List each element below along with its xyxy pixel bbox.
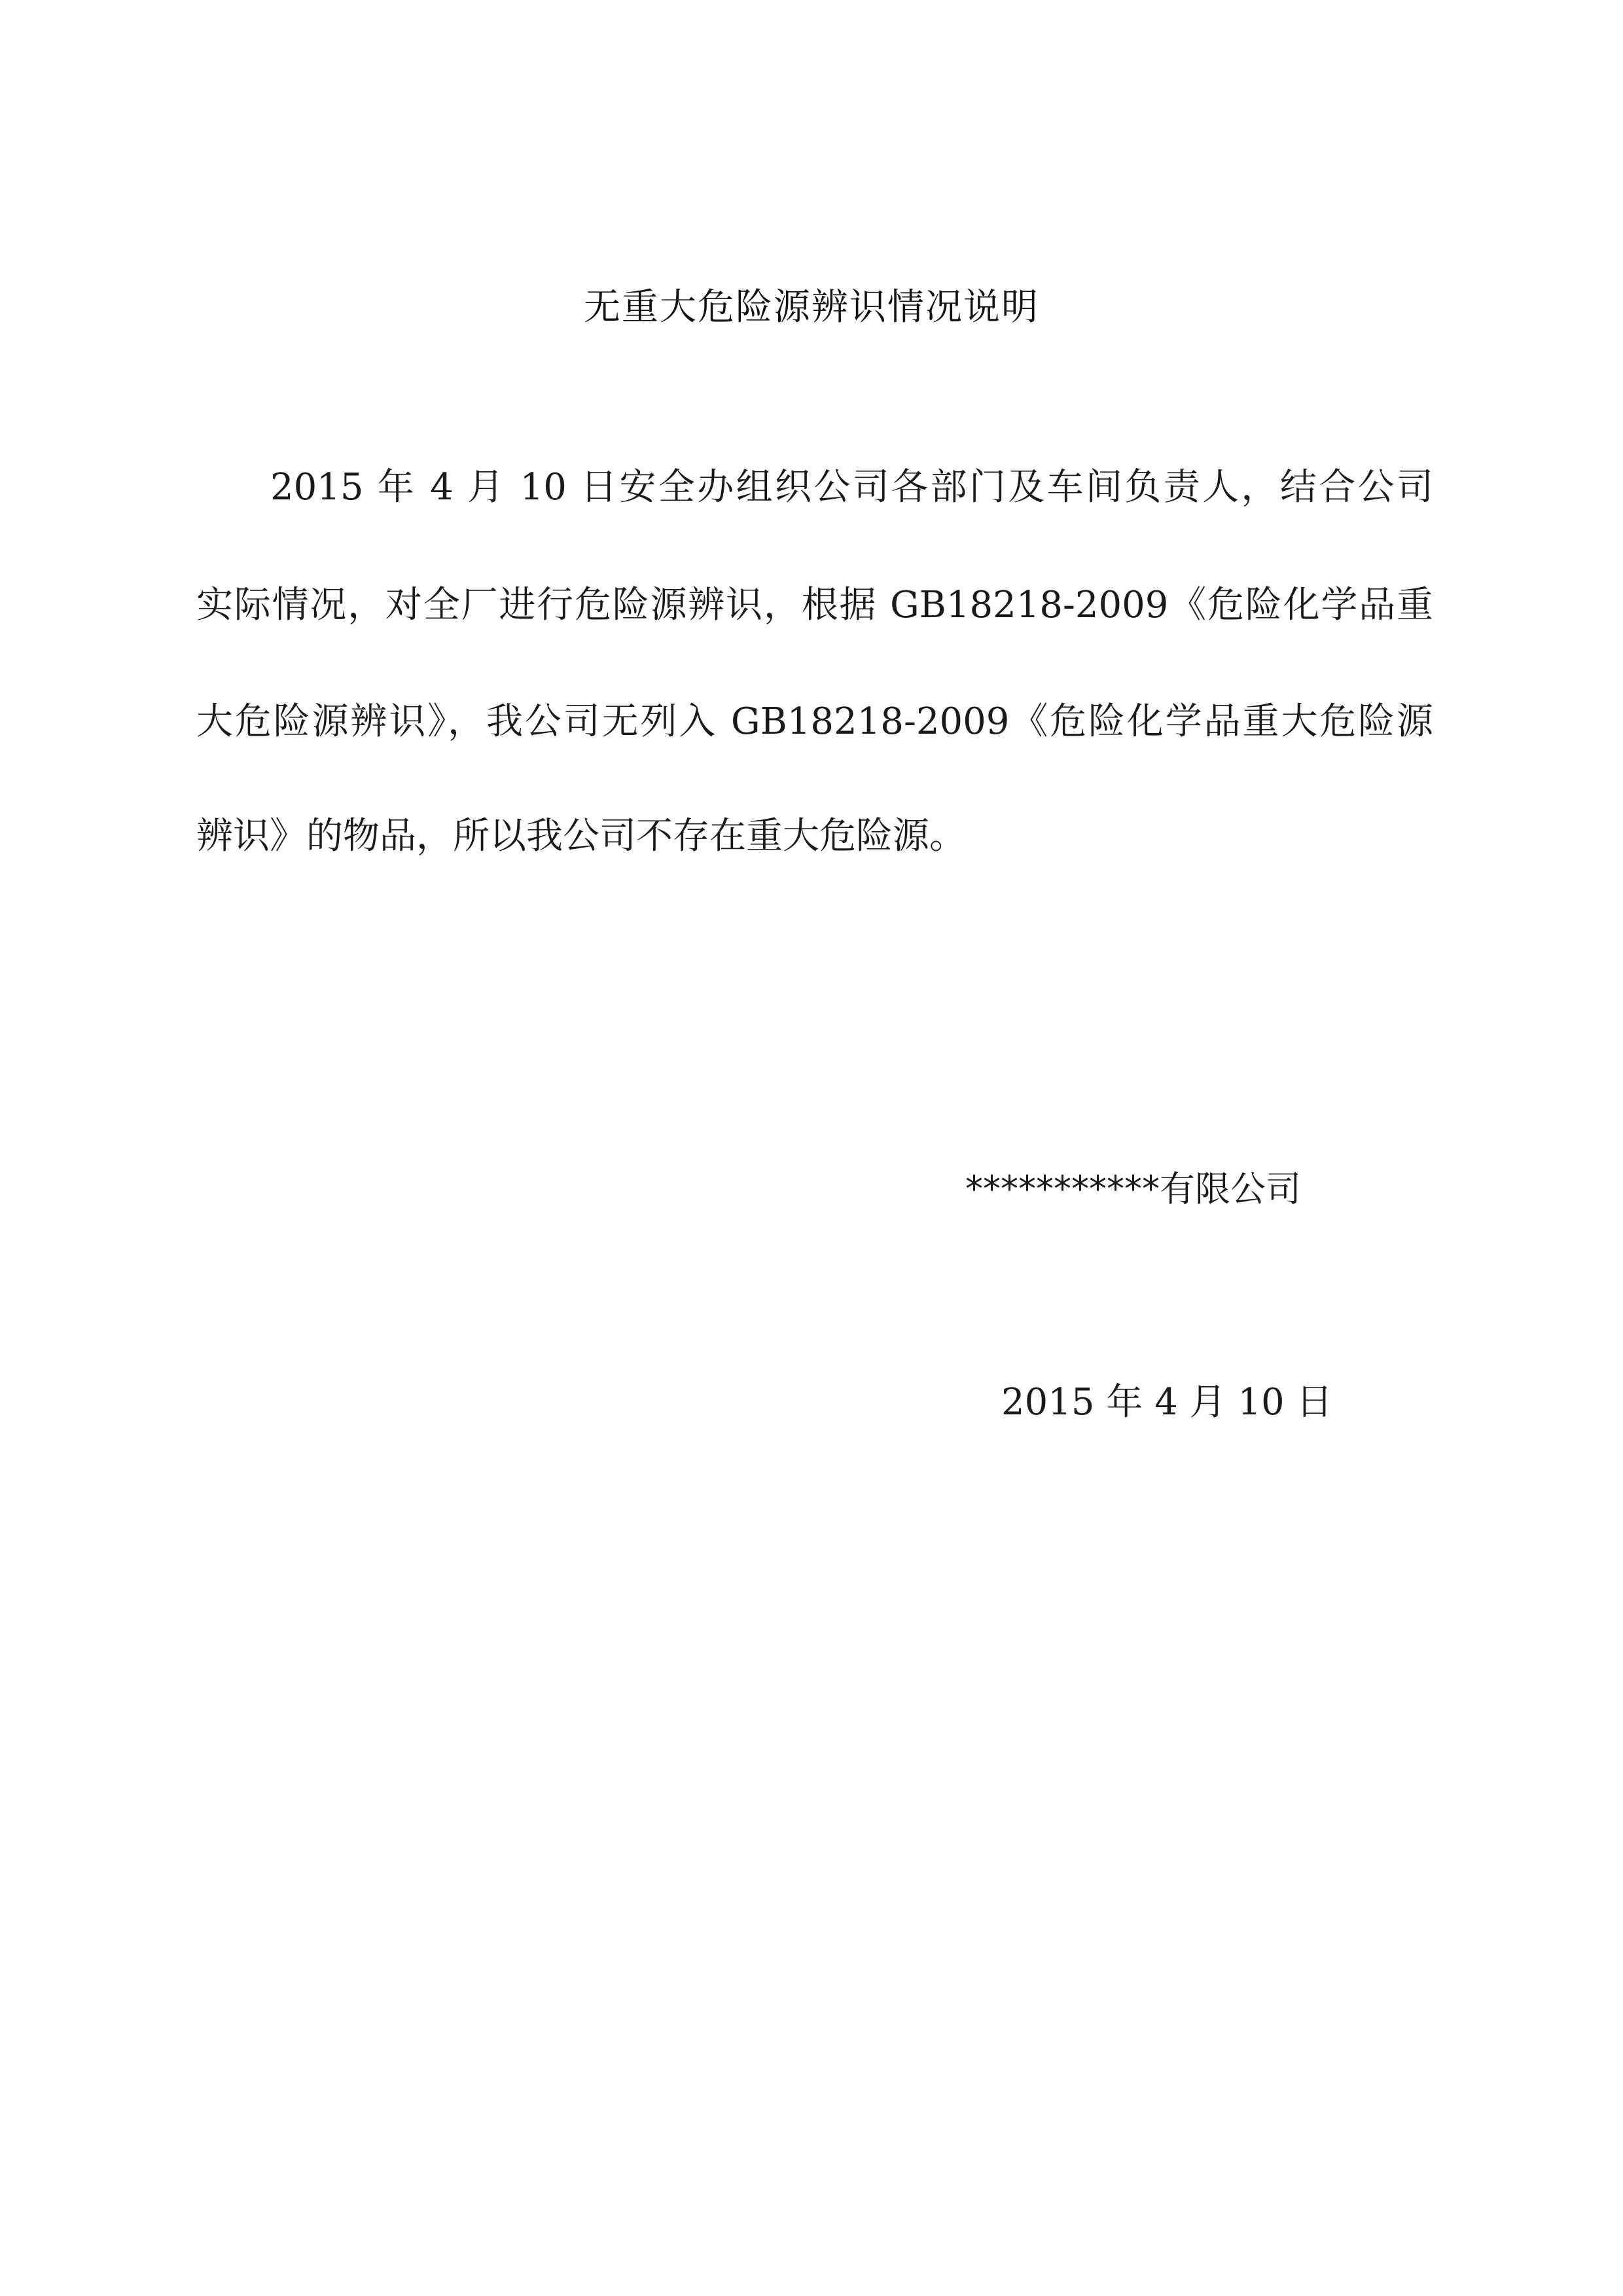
- document-title: 无重大危险源辨识情况说明: [584, 286, 1039, 329]
- body-line-4: 辨识》的物品，所以我公司不存在重大危险源。: [196, 815, 966, 857]
- signature-date: 2015 年 4 月 10 日: [1001, 1381, 1333, 1424]
- body-line-1: 2015 年 4 月 10 日安全办组织公司各部门及车间负责人，结合公司: [270, 466, 1433, 509]
- signature-company: ***********有限公司: [965, 1168, 1301, 1210]
- body-line-2: 实际情况，对全厂进行危险源辨识，根据 GB18218-2009《危险化学品重: [196, 584, 1433, 626]
- body-line-3: 大危险源辨识》，我公司无列入 GB18218-2009《危险化学品重大危险源: [196, 700, 1433, 743]
